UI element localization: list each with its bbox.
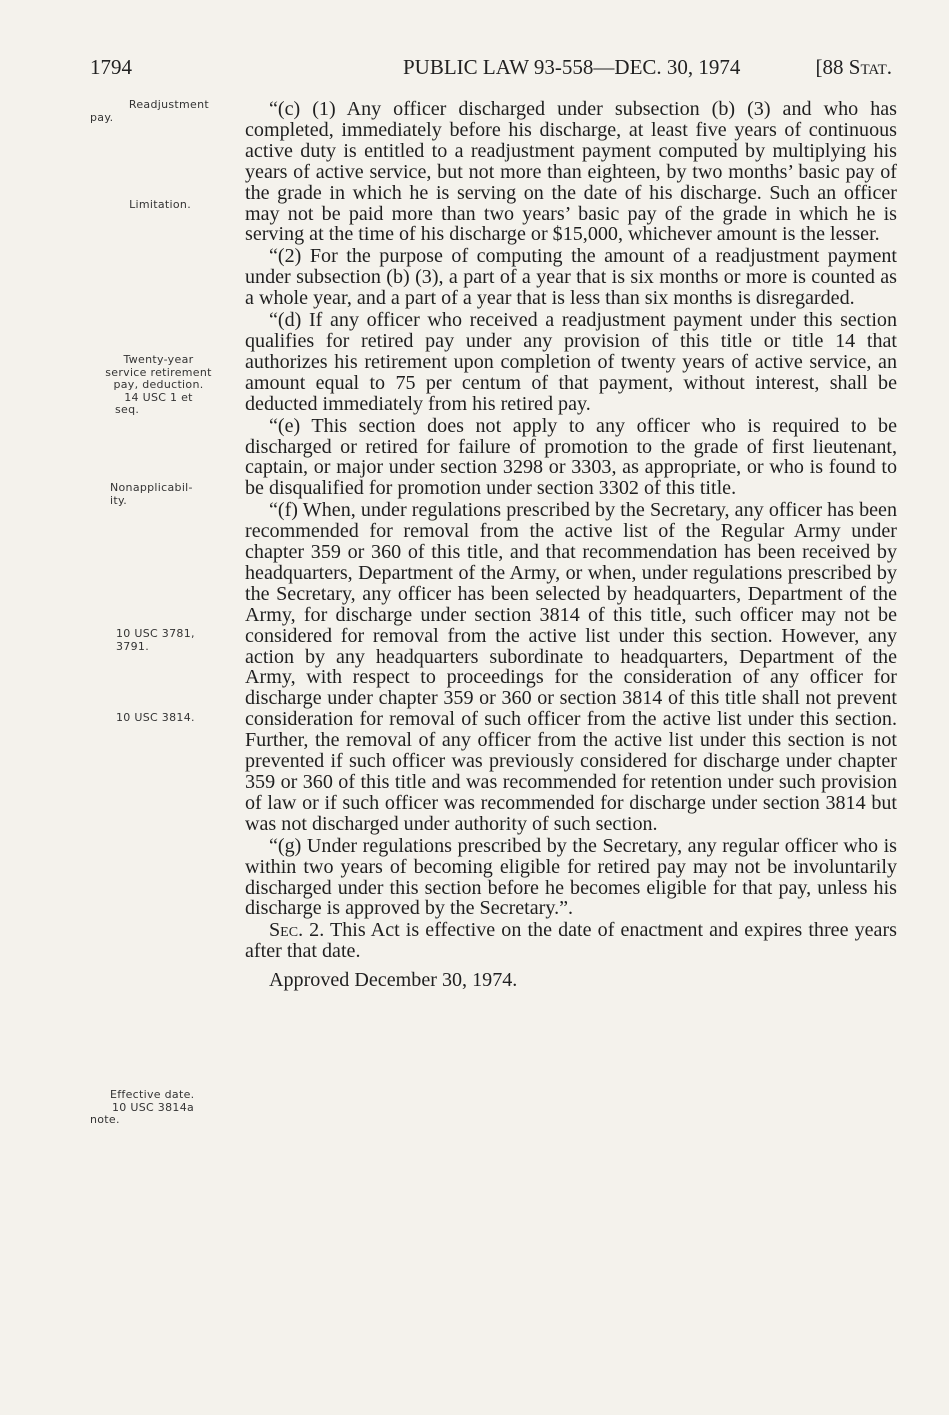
subsection-f: “(f) When, under regulations prescribed by the Secretary, any officer has been recommended for removal from the active list of the Regular Army under chapter 359 or 360 of this title, and that recommendation has been received by headquarters, Department of the Army, or when, under regulations prescribed by the Secretary, any officer has been selected by headquarters, Department of the Army, for discharge under section 3814 of this title, such officer may not be considered for removal from the active list under this section. However, any action by any headquarters subordinate to headquarters, Department of the Army, with respect to proceedings for the consideration of any officer for discharge under chapter 359 or 360 or section 3814 of this title shall not prevent consideration for removal of such officer from the active list under this section. Further, the removal of any officer from the active list under this section is not prevented if such officer was previously considered for discharge under chapter 359 or 360 of this title and was recommended for retention under such provision of law or if such officer was recommended for discharge under section 3814 but was not discharged under authority of such section. — [245, 499, 897, 835]
running-header — [0, 50, 949, 84]
margin-note-limitation: Limitation. — [129, 198, 191, 211]
section-2: Sec. 2. This Act is effective on the date of enactment and expires three years after that date. — [245, 919, 897, 963]
margin-note-usc-3814: 10 USC 3814. — [116, 711, 195, 724]
approval-date: Approved December 30, 1974. — [269, 969, 518, 992]
margin-note-effective-date: Effective date. 10 USC 3814a note. — [90, 1088, 195, 1126]
margin-note-readjustment: Readjustment pay. — [90, 98, 209, 124]
margin-note-usc-3781: 10 USC 3781, 3791. — [116, 627, 195, 653]
subsection-g: “(g) Under regulations prescribed by the Secretary, any regular officer who is within two years of becoming eligible for retired pay may not be involuntarily discharged under this section before he becomes eligible for that pay, unless his discharge is approved by the Secretary.”. — [245, 834, 897, 920]
subsection-c-2: “(2) For the purpose of computing the amount of a readjustment payment under subsection (b) (3), a part of a year that is six months or more is counted as a whole year, and a part of a year that is less than six months is disregarded. — [245, 245, 897, 310]
margin-note-nonapplicability: Nonapplicabil- ity. — [110, 481, 193, 507]
stat-reference: [88 Stat. — [815, 55, 892, 79]
subsection-c: “(c) (1) Any officer discharged under subsection (b) (3) and who has completed, immediately before his discharge, at least five years of continuous active duty is entitled to a readjustment payment computed by multiplying his years of active service, but not more than eighteen, by two months’ basic pay of the grade in which he is serving on the date of his discharge. Such an officer may not be paid more than two years’ basic pay of the grade in which he is serving at the time of his discharge or $15,000, whichever amount is the lesser. — [245, 98, 897, 246]
subsection-e: “(e) This section does not apply to any officer who is required to be discharged or retired for failure of promotion to the grade of first lieutenant, captain, or major under section 3298 or 3303, as appropriate, or who is found to be disqualified for promotion under section 3302 of this title. — [245, 414, 897, 500]
margin-note-twenty-year: Twenty-year service retirement pay, deduction. 14 USC 1 et seq. — [105, 353, 212, 416]
header-title: PUBLIC LAW 93-558—DEC. 30, 1974 — [403, 55, 741, 79]
subsection-d: “(d) If any officer who received a readjustment payment under this section qualifies for retired pay under any provision of this title or title 14 that authorizes his retirement upon completion of twenty years of active service, an amount equal to 75 per centum of that payment, without interest, shall be deducted immediately from his retired pay. — [245, 309, 897, 415]
statute-body — [245, 99, 897, 991]
page-number: 1794 — [90, 55, 132, 79]
